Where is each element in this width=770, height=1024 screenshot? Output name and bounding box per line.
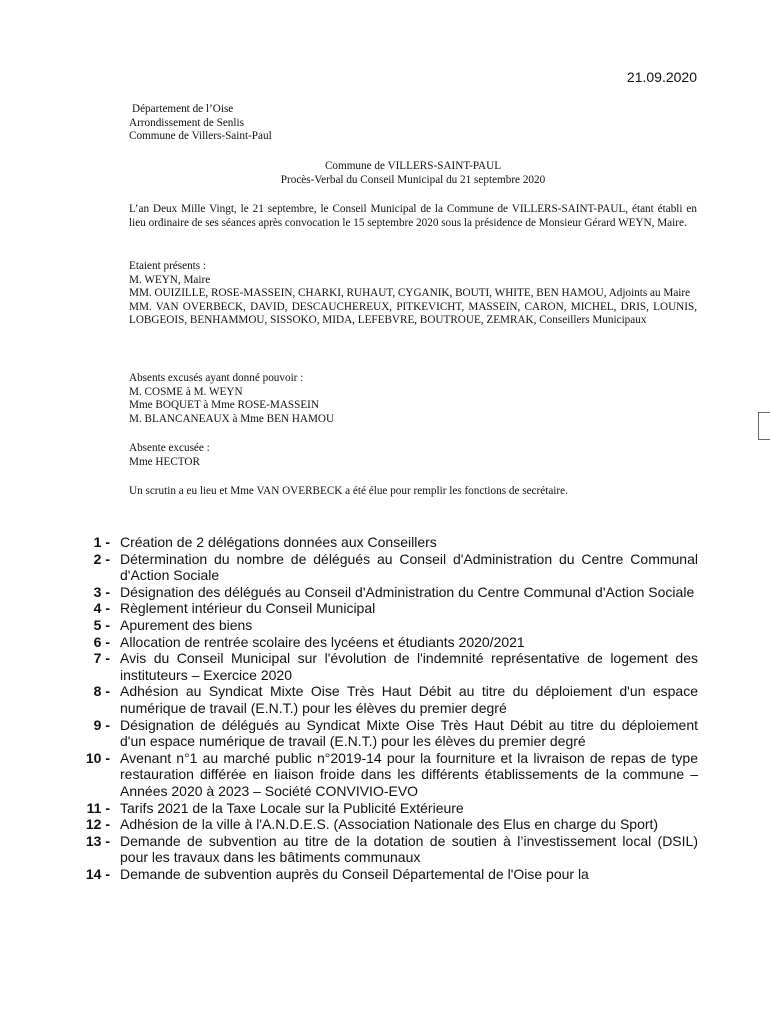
agenda-item-number: 4 - bbox=[93, 600, 110, 617]
agenda-item-number: 10 - bbox=[85, 749, 110, 766]
page-edge-marker bbox=[758, 412, 770, 440]
agenda-item-text: Règlement intérieur du Conseil Municipal bbox=[120, 600, 376, 617]
agenda-item bbox=[66, 750, 698, 800]
absente-name: Mme HECTOR bbox=[129, 455, 200, 468]
agenda-item bbox=[66, 816, 698, 833]
agenda-item-number: 14 - bbox=[85, 865, 110, 882]
agenda-item bbox=[66, 600, 698, 617]
proxy-line: M. COSME à M. WEYN bbox=[129, 385, 243, 398]
agenda-item-number: 5 - bbox=[93, 616, 110, 633]
intro-paragraph: L’an Deux Mille Vingt, le 21 septembre, le Conseil Municipal de la Commune de VILLERS-SAINT-PAUL, étant établi en lieu ordinaire de ses séances après convocation le 15 septembre 2020 sous la présidence de Monsieur Gérard WEYN, Maire. bbox=[129, 203, 697, 229]
agenda-item-text: Désignation de délégués au Syndicat Mixte Oise Très Haut Débit au titre du déploiement d'un espace numérique de travail (E.N.T.) pour les élèves du premier degré bbox=[120, 716, 698, 750]
agenda-item-number: 9 - bbox=[93, 716, 110, 733]
agenda-item-number: 7 - bbox=[93, 650, 110, 667]
agenda-item bbox=[66, 800, 698, 817]
agenda-item bbox=[66, 717, 698, 750]
presents-adjoints: MM. OUIZILLE, ROSE-MASSEIN, CHARKI, RUHAUT, CYGANIK, BOUTI, WHITE, BEN HAMOU, Adjoints au Maire bbox=[129, 287, 691, 300]
absente-heading: Absente excusée : bbox=[129, 442, 210, 454]
agenda-item-text: Demande de subvention auprès du Conseil Départemental de l'Oise pour la bbox=[120, 865, 589, 882]
agenda-item-number: 6 - bbox=[93, 633, 110, 650]
agenda-item-number: 11 - bbox=[86, 799, 110, 816]
agenda-item-text: Détermination du nombre de délégués au Conseil d'Administration du Centre Communal d'Action Sociale bbox=[120, 550, 698, 584]
agenda-item-number: 13 - bbox=[85, 832, 110, 849]
agenda-item-number: 3 - bbox=[93, 583, 110, 600]
agenda-item-number: 12 - bbox=[85, 816, 110, 833]
agenda-item-text: Apurement des biens bbox=[120, 616, 253, 633]
agenda-list bbox=[66, 534, 698, 882]
agenda-item bbox=[66, 551, 698, 584]
agenda-item-text: Adhésion de la ville à l'A.N.D.E.S. (Association Nationale des Elus en charge du Sport) bbox=[120, 816, 659, 833]
agenda-item-number: 2 - bbox=[93, 550, 110, 567]
agenda-item-number: 8 - bbox=[93, 683, 110, 700]
agenda-item bbox=[66, 833, 698, 866]
presents-heading: Etaient présents : bbox=[129, 260, 207, 272]
agenda-item-text: Allocation de rentrée scolaire des lycéens et étudiants 2020/2021 bbox=[120, 633, 525, 650]
department-line: Département de l’Oise bbox=[132, 103, 234, 115]
proxy-line: Mme BOQUET à Mme ROSE-MASSEIN bbox=[129, 399, 319, 412]
scrutin-line: Un scrutin a eu lieu et Mme VAN OVERBECK a été élue pour remplir les fonctions de secrétaire. bbox=[129, 485, 568, 497]
agenda-item bbox=[66, 650, 698, 683]
title-pv: Procès-Verbal du Conseil Municipal du 21 septembre 2020 bbox=[280, 173, 546, 186]
agenda-item-text: Tarifs 2021 de la Taxe Locale sur la Publicité Extérieure bbox=[120, 799, 464, 816]
arrondissement-line: Arrondissement de Senlis bbox=[129, 116, 244, 129]
agenda-item bbox=[66, 634, 698, 651]
title-commune: Commune de VILLERS-SAINT-PAUL bbox=[324, 160, 502, 172]
agenda-item-text: Avenant n°1 au marché public n°2019-14 pour la fourniture et la livraison de repas de type restauration différée en liaison froide dans les différents établissements de la commune – Années 2020 à 2023 – Société CONVIVIO-EVO bbox=[120, 749, 698, 799]
agenda-item bbox=[66, 617, 698, 634]
agenda-item-text: Demande de subvention au titre de la dotation de soutien à l’investissement local (DSIL) pour les travaux dans les bâtiments communaux bbox=[120, 832, 698, 866]
proxy-line: M. BLANCANEAUX à Mme BEN HAMOU bbox=[129, 412, 335, 425]
document-date: 21.09.2020 bbox=[626, 69, 697, 85]
presents-maire: M. WEYN, Maire bbox=[129, 273, 211, 286]
agenda-item-text: Avis du Conseil Municipal sur l'évolution de l'indemnité représentative de logement des instituteurs – Exercice 2020 bbox=[120, 650, 698, 683]
agenda-item-text: Création de 2 délégations données aux Conseillers bbox=[120, 534, 437, 550]
commune-line: Commune de Villers-Saint-Paul bbox=[129, 130, 272, 143]
absents-pouvoir-heading: Absents excusés ayant donné pouvoir : bbox=[129, 372, 304, 384]
presents-conseillers: MM. VAN OVERBECK, DAVID, DESCAUCHEREUX, PITKEVICHT, MASSEIN, CARON, MICHEL, DRIS, LOUNIS, LOBGEOIS, BENHAMMOU, SISSOKO, MIDA, LEFEBVRE, BOUTROUE, ZEMRAK, Conseillers Municipaux bbox=[129, 300, 697, 327]
agenda-item-text: Désignation des délégués au Conseil d'Administration du Centre Communal d'Action Sociale bbox=[120, 583, 695, 600]
absente-block bbox=[129, 442, 697, 469]
presents-block bbox=[129, 260, 697, 328]
agenda-item bbox=[66, 683, 698, 716]
agenda-item bbox=[66, 866, 698, 883]
agenda-item-number: 1 - bbox=[93, 534, 110, 550]
agenda-item bbox=[66, 534, 698, 551]
agenda-item-text: Adhésion au Syndicat Mixte Oise Très Haut Débit au titre du déploiement d'un espace numérique de travail (E.N.T.) pour les élèves du premier degré bbox=[120, 683, 698, 716]
address-block bbox=[129, 103, 697, 144]
agenda-item bbox=[66, 584, 698, 601]
absents-pouvoir-block bbox=[129, 372, 697, 426]
document-title bbox=[129, 160, 697, 187]
